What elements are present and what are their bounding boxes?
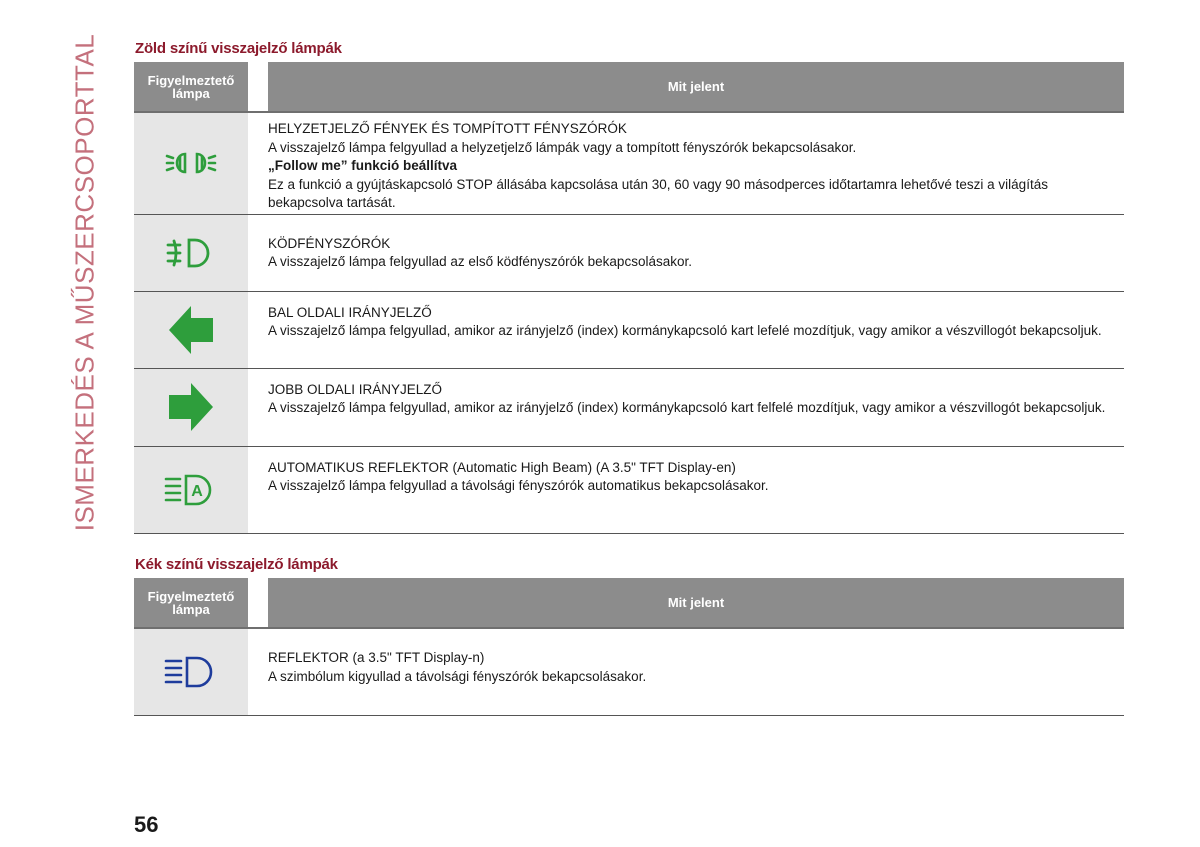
table-header-row <box>134 62 1124 112</box>
row-heading: JOBB OLDALI IRÁNYJELZŐ <box>268 381 443 397</box>
gap-cell <box>248 291 268 368</box>
gap-cell <box>248 112 268 214</box>
automatic-high-beam-icon <box>164 473 218 507</box>
meaning-cell <box>268 446 1124 533</box>
lamp-cell <box>134 446 248 533</box>
table-row <box>134 628 1124 715</box>
lamp-cell <box>134 368 248 446</box>
table-row <box>134 112 1124 214</box>
green-section-title: Zöld színű visszajelző lámpák <box>135 40 342 57</box>
row-heading: BAL OLDALI IRÁNYJELZŐ <box>268 304 432 320</box>
lamp-cell <box>134 112 248 214</box>
table-row <box>134 214 1124 291</box>
svg-text:A: A <box>191 482 203 500</box>
row-description: A visszajelző lámpa felgyullad, amikor az irányjelző (index) kormánykapcsoló kart felfelé mozdítjuk, vagy amikor a vészvillogót bekapcsoljuk. <box>268 400 1106 415</box>
table-row <box>134 291 1124 368</box>
right-arrow-icon <box>167 380 215 434</box>
green-lamps-table <box>134 62 1124 534</box>
header-gap <box>248 62 268 112</box>
row-subheading: „Follow me” funkció beállítva <box>268 158 458 173</box>
side-chapter-title-text: ISMERKEDÉS A MŰSZERCSOPORTTAL <box>69 33 100 531</box>
gap-cell <box>248 446 268 533</box>
meaning-cell <box>268 291 1124 368</box>
lamp-cell <box>134 628 248 715</box>
gap-cell <box>248 214 268 291</box>
meaning-cell <box>268 214 1124 291</box>
page-number: 56 <box>134 812 159 837</box>
row-description: A visszajelző lámpa felgyullad a helyzetjelző lámpák vagy a tompított fényszórók bekapcsolásakor. <box>268 139 857 155</box>
front-fog-light-icon <box>165 236 217 270</box>
header-meaning: Mit jelent <box>268 578 1124 628</box>
blue-section-title: Kék színű visszajelző lámpák <box>135 556 338 573</box>
row-description-2: Ez a funkció a gyújtáskapcsoló STOP állásába kapcsolása után 30, 60 vagy 90 másodperces időtartamra lehetővé teszi a világítás bekapcsolva tartását. <box>268 176 1048 210</box>
position-low-beam-icon <box>165 149 217 177</box>
row-heading: AUTOMATIKUS REFLEKTOR (Automatic High Beam) (A 3.5" TFT Display-en) <box>268 459 736 475</box>
header-meaning: Mit jelent <box>268 62 1124 112</box>
header-gap <box>248 578 268 628</box>
header-lamp: Figyelmeztető lámpa <box>134 578 248 628</box>
table-row <box>134 446 1124 533</box>
blue-lamps-table <box>134 578 1124 716</box>
row-heading: REFLEKTOR (a 3.5" TFT Display-n) <box>268 650 485 665</box>
table-row <box>134 368 1124 446</box>
lamp-cell <box>134 214 248 291</box>
header-lamp: Figyelmeztető lámpa <box>134 62 248 112</box>
lamp-cell <box>134 291 248 368</box>
meaning-cell <box>268 628 1124 715</box>
table-header-row <box>134 578 1124 628</box>
row-description: A visszajelző lámpa felgyullad a távolsági fényszórók automatikus bekapcsolásakor. <box>268 478 769 493</box>
row-description: A szimbólum kigyullad a távolsági fényszórók bekapcsolásakor. <box>268 668 647 684</box>
row-description: A visszajelző lámpa felgyullad az első ködfényszórók bekapcsolásakor. <box>268 254 692 269</box>
high-beam-icon <box>164 655 218 689</box>
row-heading: HELYZETJELZŐ FÉNYEK ÉS TOMPÍTOTT FÉNYSZÓRÓK <box>268 121 627 136</box>
row-description: A visszajelző lámpa felgyullad, amikor az irányjelző (index) kormánykapcsoló kart lefelé mozdítjuk, vagy amikor a vészvillogót bekapcsoljuk. <box>268 323 1102 338</box>
left-arrow-icon <box>167 303 215 357</box>
row-heading: KÖDFÉNYSZÓRÓK <box>268 235 391 251</box>
side-chapter-title <box>64 33 106 531</box>
meaning-cell <box>268 112 1124 214</box>
gap-cell <box>248 628 268 715</box>
meaning-cell <box>268 368 1124 446</box>
gap-cell <box>248 368 268 446</box>
